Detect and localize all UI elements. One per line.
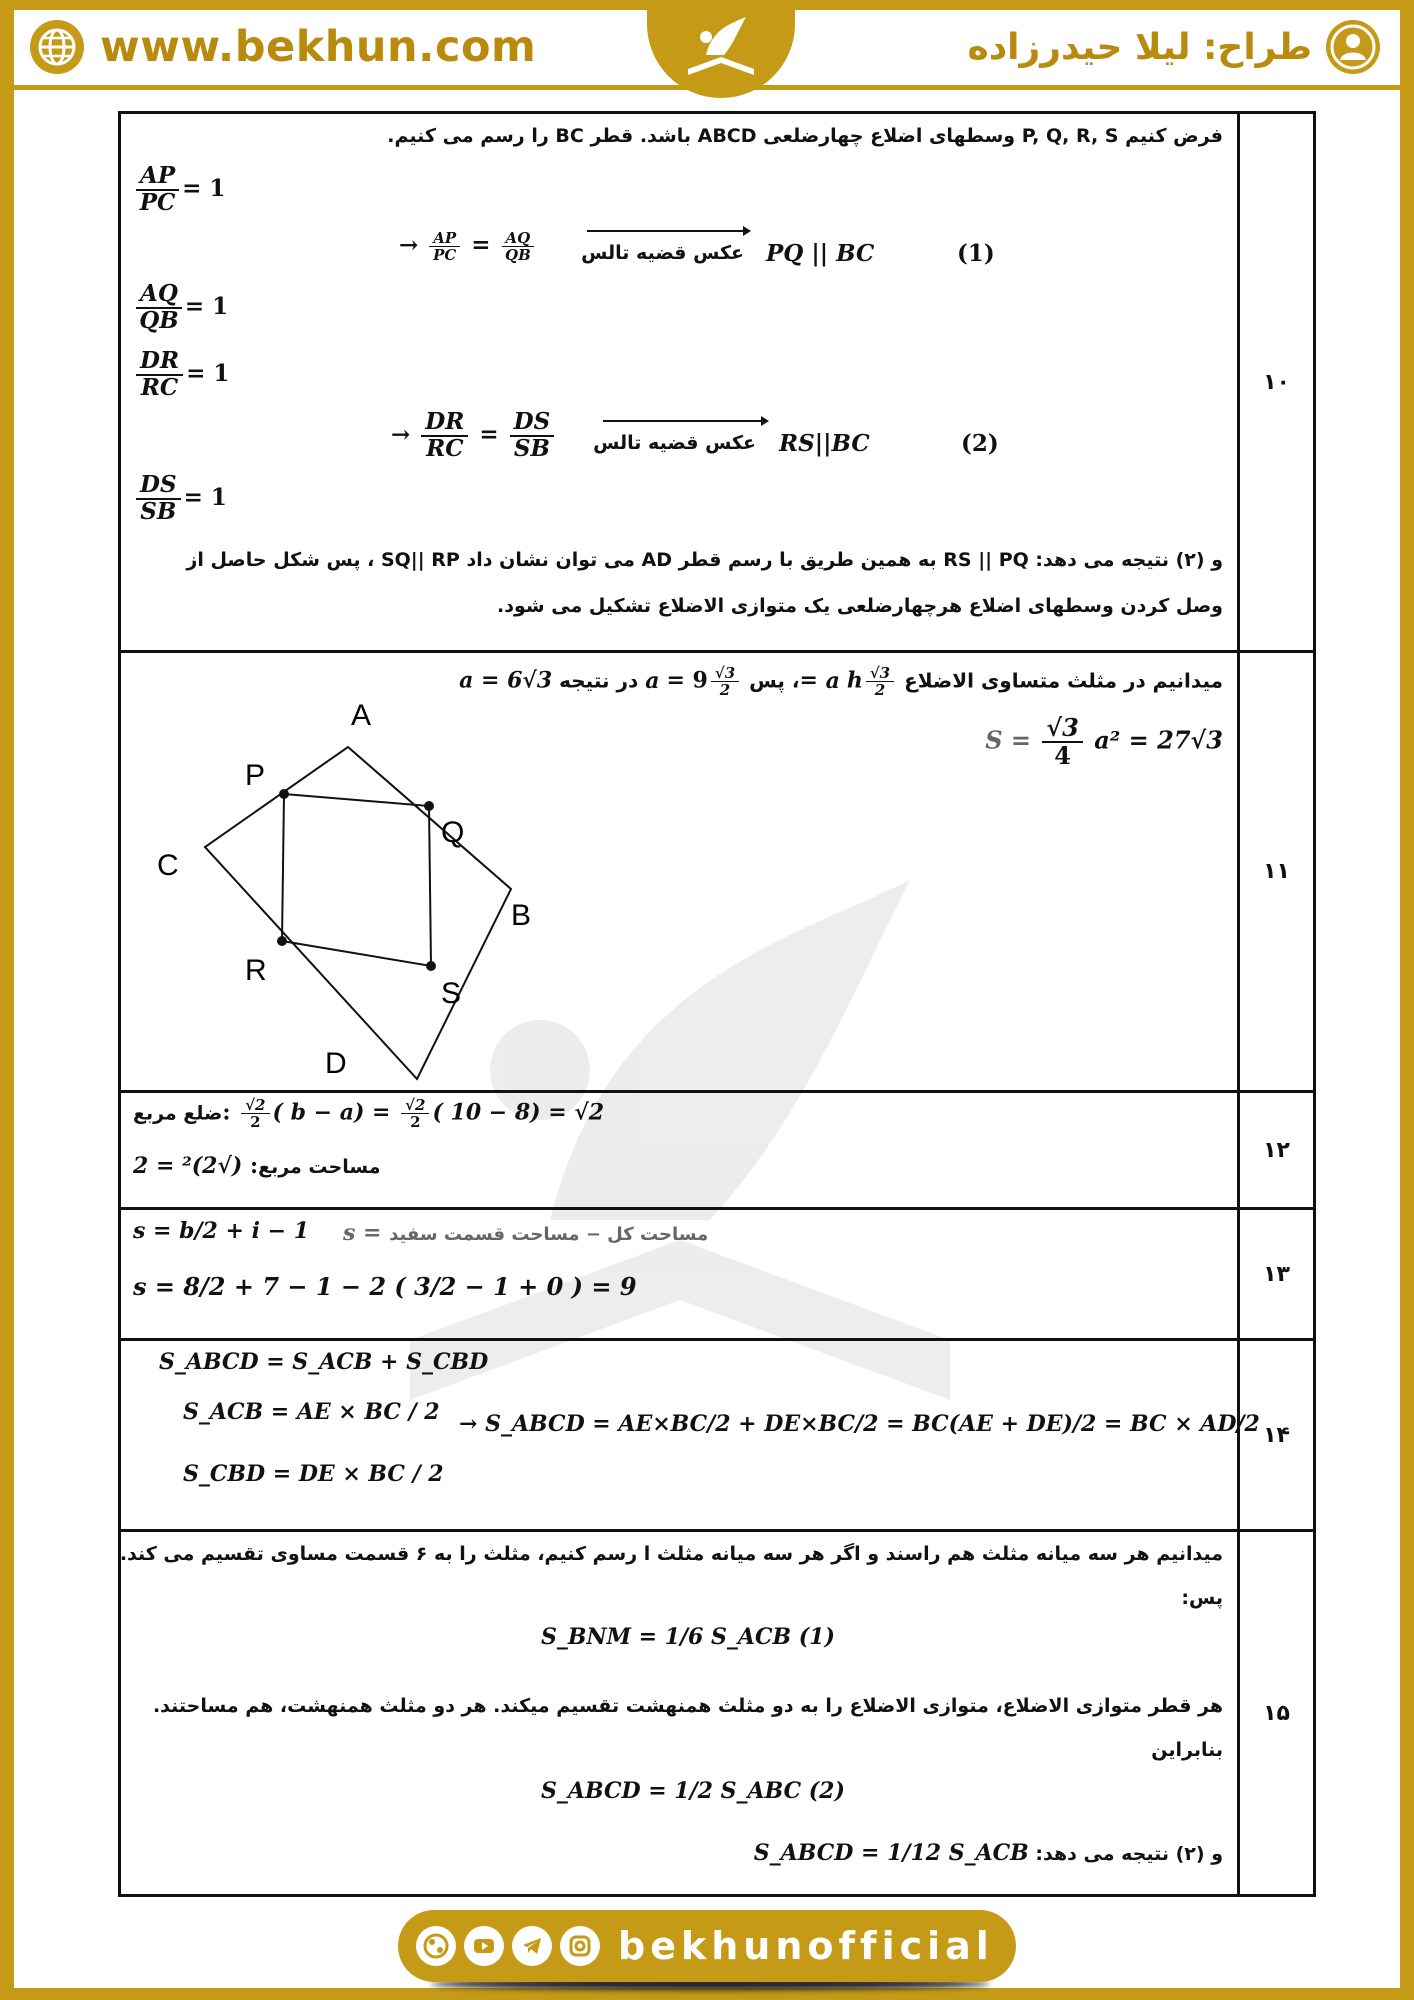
parallelogram-pqsr [282, 794, 431, 966]
answer-cell [121, 1093, 1237, 1207]
point-s [426, 961, 436, 971]
designer-name: طراح: لیلا حیدرزاده [967, 26, 1312, 68]
answer-row-14 [121, 1341, 1313, 1532]
area-sum: S_ABCD = S_ACB + S_CBD [159, 1349, 489, 1375]
area-square-formula: مساحت مربع: (√2)² = 2 [133, 1153, 381, 1179]
point-p [279, 789, 289, 799]
ratio-ap-pc: $\frac{AP}{PC}$ = 1 [133, 164, 225, 216]
answer-row-11 [121, 653, 1313, 1093]
label-s: S [441, 977, 462, 1010]
area-acb: S_ACB = AE × BC / 2 [183, 1399, 440, 1425]
area-abcd-derivation: → S_ABCD = AE×BC/2 + DE×BC/2 = BC(AE + DE)/2 = BC × AD/2 [459, 1411, 1260, 1437]
label-d: D [325, 1047, 347, 1080]
conclusion-line-2: وصل کردن وسطهای اضلاع هرچهارضلعی یک متوازی الاضلاع تشکیل می شود. [497, 595, 1223, 617]
point-r [277, 936, 287, 946]
label-b: B [511, 899, 532, 932]
question-number: ۱۵ [1237, 1532, 1313, 1894]
question-number: ۱۰ [1237, 114, 1313, 650]
equation-number-2: (2) [961, 430, 999, 457]
aparat-icon[interactable] [416, 1926, 456, 1966]
answer-cell [121, 1532, 1237, 1894]
intro-text: فرض کنیم P, Q, R, S وسطهای اضلاع چهارضلعی ABCD باشد. قطر BC را رسم می کنیم. [387, 125, 1223, 147]
answer-row-13 [121, 1210, 1313, 1341]
site-url[interactable]: www.bekhun.com [100, 22, 537, 72]
equation-number-1: (1) [957, 240, 995, 267]
area-formula: S = $\frac{√3}{4}$ a² = 27√3 [985, 713, 1223, 770]
pq-parallel-bc: PQ || BC [766, 240, 875, 267]
hence-label: بنابراین [1151, 1739, 1223, 1761]
label-q: Q [441, 816, 465, 849]
question-number: ۱۲ [1237, 1093, 1313, 1207]
user-icon [1324, 18, 1382, 76]
arrow-2 [603, 420, 767, 422]
label-r: R [245, 954, 267, 987]
equilateral-text: میدانیم در مثلث متساوی الاضلاع $\frac{√3}{2}$ a h =، پس $\frac{√3}{2}$ a = 9 در نتیجه a = 6√3 [459, 664, 1223, 700]
parallelogram-text: هر قطر متوازی الاضلاع، متوازی الاضلاع را به دو مثلث همنهشت تقسیم میکند. هر دو مثلث همنهشت، هم مساحتند. [152, 1695, 1223, 1717]
answer-cell [121, 1341, 1260, 1529]
answers-table [118, 111, 1316, 1897]
side-formula: ضلع مربع: $\frac{√2}{2}$ ( b − a) = $\frac{√2}{2}$ ( 10 − 8) = √2 [133, 1096, 605, 1132]
ratio-dr-rc: $\frac{DR}{RC}$ = 1 [133, 349, 229, 401]
ratio-ds-sb: $\frac{DS}{SB}$ = 1 [133, 473, 227, 525]
thales-label-1: عکس قضیه تالس [581, 242, 744, 264]
answer-row-15 [121, 1532, 1313, 1894]
designer-credit [967, 18, 1382, 76]
question-number: ۱۳ [1237, 1210, 1313, 1338]
final-conclusion: و (۲) نتیجه می دهد: S_ABCD = 1/12 S_ACB [753, 1840, 1223, 1866]
pick-formula: s = b/2 + i − 1 [133, 1218, 310, 1244]
bekhun-logo [647, 0, 795, 98]
ratio-aq-qb: $\frac{AQ}{QB}$ = 1 [133, 282, 228, 334]
globe-icon [28, 18, 86, 76]
area-cbd: S_CBD = DE × BC / 2 [183, 1461, 444, 1487]
label-a: A [351, 699, 372, 732]
answer-row-12 [121, 1093, 1313, 1210]
social-handle[interactable]: bekhunofficial [618, 1924, 994, 1968]
book-logo-icon [676, 9, 766, 89]
answer-cell [121, 653, 1237, 1090]
area-bnm: S_BNM = 1/6 S_ACB (1) [541, 1624, 835, 1650]
answer-cell [121, 114, 1237, 650]
area-abcd-half: S_ABCD = 1/2 S_ABC (2) [541, 1778, 845, 1804]
question-number: ۱۱ [1237, 653, 1313, 1090]
telegram-icon[interactable] [512, 1926, 552, 1966]
point-q [424, 801, 434, 811]
answer-cell [121, 1210, 1237, 1338]
equation-pq: → $\frac{AP}{PC}$ = $\frac{AQ}{QB}$ [399, 230, 537, 263]
thales-label-2: عکس قضیه تالس [593, 432, 756, 454]
label-c: C [157, 849, 179, 882]
label-p: P [245, 759, 266, 792]
youtube-icon[interactable] [464, 1926, 504, 1966]
pick-calculation: s = 8/2 + 7 − 1 − 2 ( 3/2 − 1 + 0 ) = 9 [133, 1272, 637, 1301]
equation-rs: → $\frac{DR}{RC}$ = $\frac{DS}{SB}$ [391, 410, 557, 462]
medians-text: میدانیم هر سه میانه مثلث هم راسند و اگر هر سه میانه مثلث ا رسم کنیم، مثلث را به ۶ قسمت مساوی تقسیم می کند. [119, 1543, 1223, 1565]
footer-social [398, 1910, 1016, 1982]
quadrilateral-figure [141, 675, 532, 1080]
conclusion-line-1: و (۲) نتیجه می دهد: RS || PQ به همین طریق با رسم قطر AD می توان نشان داد SQ|| RP ، پس شکل حاصل از [186, 549, 1223, 571]
site-link[interactable] [28, 18, 536, 76]
quadrilateral-abdc [205, 747, 511, 1079]
instagram-icon[interactable] [560, 1926, 600, 1966]
question-number: ۱۴ [1237, 1341, 1313, 1529]
header [14, 10, 1400, 90]
rs-parallel-bc: RS||BC [779, 430, 870, 457]
answer-row-10 [121, 114, 1313, 653]
area-difference: s = مساحت کل − مساحت قسمت سفید [343, 1220, 709, 1246]
arrow-1 [587, 230, 749, 232]
therefore-label: پس: [1181, 1587, 1223, 1609]
